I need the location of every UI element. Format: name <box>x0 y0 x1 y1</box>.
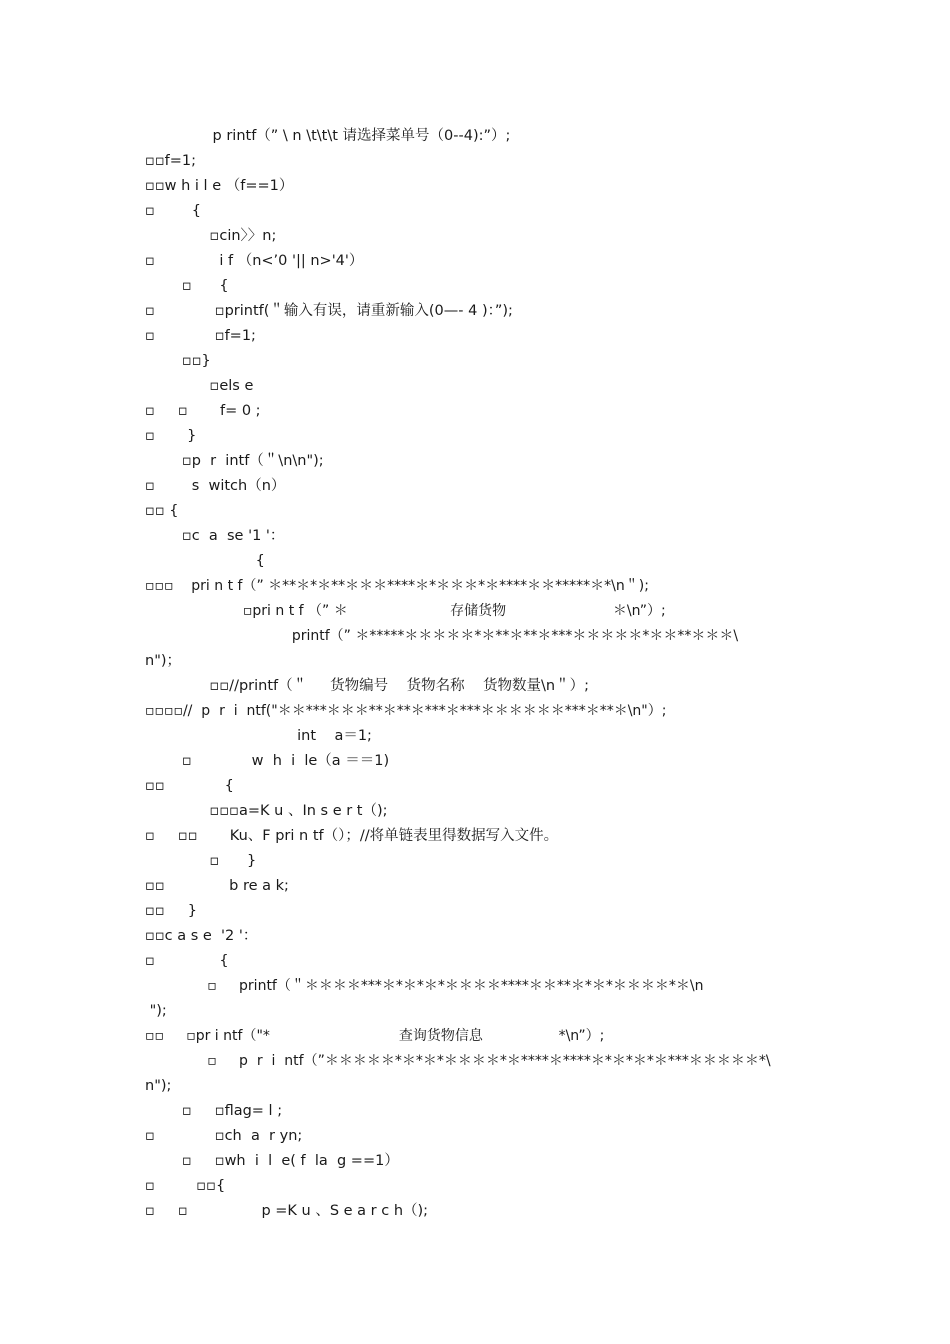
code-line: ▫▫ { <box>145 778 234 794</box>
code-line: ▫ ▫printf(＂输入有误，请重新输入(0—- 4 )：”); <box>145 303 513 319</box>
code-line: ▫cin〉〉n; <box>145 228 277 244</box>
code-line: ▫ ▫▫{ <box>145 1178 226 1194</box>
code-line: ▫ ▫wh i l e( f la g ==1） <box>145 1153 399 1169</box>
code-line: ▫ ▫ f= 0 ; <box>145 403 261 419</box>
code-line: ▫ i f （n<’0 '|| n>'4'） <box>145 253 364 269</box>
code-line: ▫ { <box>145 953 229 969</box>
code-line: ▫ p r i ntf（”＊＊＊＊＊*＊*＊*＊＊＊＊*＊****＊****＊*＊*＊*＊***＊＊＊＊＊*\ <box>145 1053 771 1069</box>
code-line: ▫▫ ▫pr i ntf（"* 查询货物信息 *\n”）; <box>145 1028 605 1044</box>
code-line: ▫▫ } <box>145 903 197 919</box>
code-line: ▫ ▫ p =K u 、S e a r c h（); <box>145 1203 429 1219</box>
code-line: ▫ ▫▫ Ku、F pri n tf（）；//将单链表里得数据写入文件。 <box>145 828 559 844</box>
code-line: ▫els e <box>145 378 254 394</box>
code-line: ▫c a se '1 '： <box>145 528 285 544</box>
code-line: ▫▫ b re a k; <box>145 878 289 894</box>
code-line: printf（” ＊*****＊＊＊＊＊*＊**＊**＊***＊＊＊＊＊*＊＊**＊＊＊\ <box>145 628 739 644</box>
code-line: ▫▫w h i l e （f==1） <box>145 178 294 194</box>
code-line: ▫ s witch（n） <box>145 478 286 494</box>
code-line: ▫▫c a s e '2 '： <box>145 928 258 944</box>
code-line: ▫ ▫ch a r yn; <box>145 1128 303 1144</box>
code-line: ▫▫▫▫// p r i ntf("＊＊***＊＊＊**＊**＊***＊***＊＊＊＊＊＊***＊**＊\n"）; <box>145 703 667 719</box>
code-line: ▫pri n t f （” ＊ 存储货物 ＊\n”）; <box>145 603 666 619</box>
code-line: p rintf（” \ n \t\t\t 请选择菜单号（0--4):”）; <box>148 128 511 144</box>
code-line: ▫▫▫ pri n t f（” ＊**＊*＊**＊＊＊****＊*＊＊＊*＊****＊＊*****＊*\n＂); <box>145 578 649 594</box>
code-line: ▫ { <box>145 203 201 219</box>
code-line: ▫ ▫flag= l ; <box>145 1103 283 1119</box>
code-line: ▫ printf（＂＊＊＊＊***＊*＊*＊*＊＊＊＊****＊＊**＊*＊*＊＊＊＊*＊\n <box>145 978 704 994</box>
code-line: ▫▫//printf（＂ 货物编号 货物名称 货物数量\n＂）; <box>145 678 590 694</box>
code-line: ▫▫ { <box>145 503 179 519</box>
code-line: ▫ } <box>145 428 197 444</box>
code-line: ▫p r intf（＂\n\n"); <box>145 453 324 469</box>
code-line: ▫ } <box>145 853 257 869</box>
code-line: ▫ w h i le（a ＝＝1) <box>145 753 390 769</box>
code-line: "); <box>145 1003 167 1019</box>
code-line: n"); <box>145 1078 172 1094</box>
code-line: int a＝1; <box>145 728 372 744</box>
code-line: n")； <box>145 653 182 669</box>
code-line: ▫▫} <box>145 353 211 369</box>
code-line: ▫ { <box>145 278 229 294</box>
code-line: ▫▫▫a=K u 、In s e r t（); <box>145 803 388 819</box>
code-line: { <box>145 553 265 569</box>
code-line: ▫ ▫f=1; <box>145 328 256 344</box>
code-line: ▫▫f=1; <box>145 153 197 169</box>
